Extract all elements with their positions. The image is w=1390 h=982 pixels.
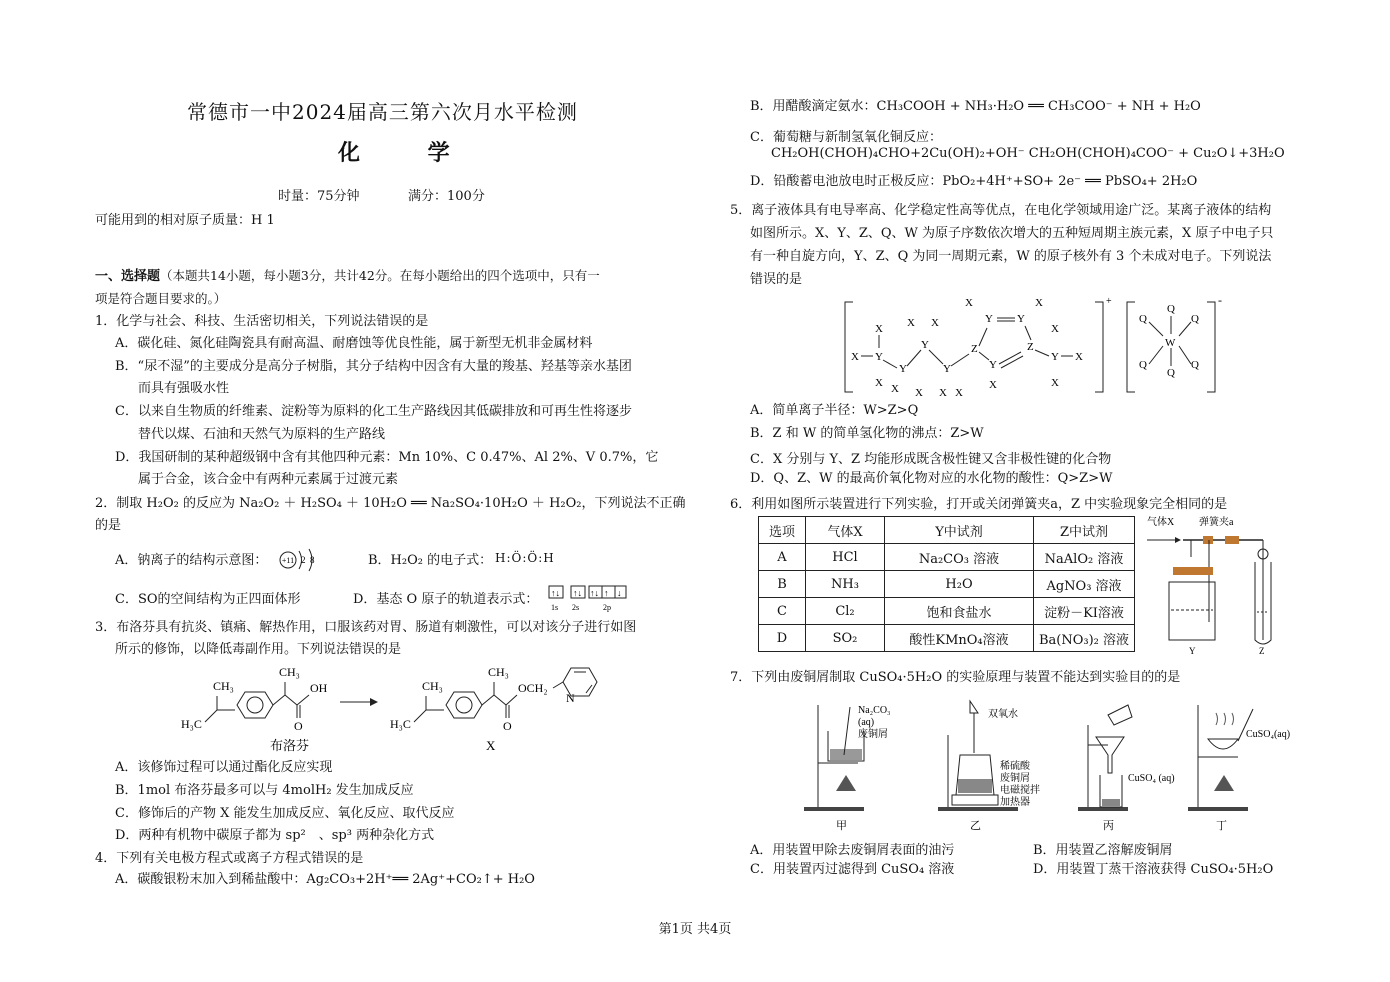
table-cell: A bbox=[759, 544, 806, 571]
q5-stem-4: 错误的是 bbox=[750, 272, 803, 287]
svg-text:Y: Y bbox=[989, 359, 997, 371]
section-note-2: 项是符合题目要求的。） bbox=[95, 291, 227, 306]
x-och2: OCH₂ bbox=[518, 681, 548, 695]
q4-option-c-equation: CH₂OH(CHOH)₄CHO+2Cu(OH)₂+OH⁻ CH₂OH(CHOH)₄COO⁻ + Cu₂O↓+3H₂O bbox=[771, 146, 1285, 161]
q4-option-b: B．用醋酸滴定氨水：CH₃COOH + NH₃·H₂O ══ CH₃COO⁻ + NH + H₂O bbox=[750, 99, 1201, 114]
h2o2-electron-formula: H:Ö:Ö:H bbox=[495, 551, 555, 565]
svg-text:Q: Q bbox=[1191, 359, 1199, 371]
table-cell: D bbox=[759, 625, 806, 652]
svg-text:Y: Y bbox=[943, 363, 951, 375]
svg-text:Y: Y bbox=[921, 339, 929, 351]
table-row bbox=[759, 598, 1135, 625]
table-cell: SO₂ bbox=[806, 625, 885, 652]
q3-option-c: C．修饰后的产物 X 能发生加成反应、氧化反应、取代反应 bbox=[115, 806, 455, 821]
cation-charge: + bbox=[1106, 296, 1112, 307]
ibuprofen-h3c: H₃C bbox=[181, 717, 202, 731]
q6-apparatus-diagram bbox=[1145, 512, 1295, 657]
table-cell: H₂O bbox=[885, 571, 1034, 598]
svg-text:X: X bbox=[965, 297, 973, 309]
svg-text:X: X bbox=[1035, 297, 1043, 309]
header-option: 选项 bbox=[759, 517, 806, 544]
q1-option-c-cont: 替代以煤、石油和天然气为原料的生产路线 bbox=[138, 427, 386, 442]
q1-option-c: C．以来自生物质的纤维素、淀粉等为原料的化工生产路线因其低碳排放和可再生性将逐步 bbox=[115, 404, 632, 419]
svg-text:X: X bbox=[939, 387, 947, 399]
anion-atoms bbox=[1139, 303, 1199, 379]
svg-text:X: X bbox=[955, 387, 963, 399]
svg-text:Z: Z bbox=[971, 343, 978, 355]
q6-stem: 6．利用如图所示装置进行下列实验，打开或关闭弹簧夹a，Z 中实验现象完全相同的是 bbox=[730, 497, 1228, 512]
header-y: Y中试剂 bbox=[885, 517, 1034, 544]
label-cuso4-aq2: CuSO₄(aq) bbox=[1246, 729, 1291, 740]
label-scrap2: 废铜屑 bbox=[1000, 773, 1030, 784]
svg-text:Y: Y bbox=[985, 313, 993, 325]
svg-text:W: W bbox=[1165, 337, 1176, 349]
svg-text:X: X bbox=[915, 387, 923, 399]
orbital-label-2p: 2p bbox=[603, 603, 611, 612]
svg-text:↑↓: ↑↓ bbox=[590, 588, 599, 598]
q1-stem: 1．化学与社会、科技、生活密切相关，下列说法错误的是 bbox=[95, 314, 429, 329]
table-cell: HCl bbox=[806, 544, 885, 571]
x-ch3-top: CH₃ bbox=[488, 665, 509, 679]
q4-option-d: D．铅酸蓄电池放电时正极反应：PbO₂+4H⁺+SO+ 2e⁻ ══ PbSO₄+ 2H₂O bbox=[750, 174, 1198, 189]
section-heading: 一、选择题 bbox=[95, 269, 161, 284]
svg-text:X: X bbox=[891, 383, 899, 395]
q3-option-d: D．两种有机物中碳原子都为 sp² 、sp³ 两种杂化方式 bbox=[115, 828, 435, 843]
ibuprofen-modification-scheme bbox=[175, 660, 615, 755]
section-heading-line bbox=[95, 268, 600, 285]
subject-title: 化 学 bbox=[338, 140, 480, 166]
bottle-y-label: Y bbox=[1189, 646, 1196, 656]
q5-option-c: C．X 分别与 Y、Z 均能形成既含极性键又含非极性键的化合物 bbox=[750, 452, 1112, 467]
svg-text:Q: Q bbox=[1167, 303, 1175, 315]
time-limit: 时量：75分钟 bbox=[278, 189, 360, 204]
q7-stem: 7．下列由废铜屑制取 CuSO₄·5H₂O 的实验原理与装置不能达到实验目的的是 bbox=[730, 670, 1181, 685]
q3-option-a: A．该修饰过程可以通过酯化反应实现 bbox=[115, 760, 333, 775]
tube-z-label: Z bbox=[1259, 646, 1265, 656]
svg-text:Z: Z bbox=[1027, 341, 1034, 353]
q2-option-c: C．SO的空间结构为正四面体形 bbox=[115, 592, 301, 607]
name-yi: 乙 bbox=[970, 820, 981, 832]
nucleus-label: +11 bbox=[281, 556, 295, 565]
ibuprofen-o: O bbox=[294, 719, 303, 733]
q6-table bbox=[758, 516, 1135, 652]
name-jia: 甲 bbox=[836, 820, 847, 832]
table-cell: 淀粉－KI溶液 bbox=[1034, 598, 1135, 625]
header-z: Z中试剂 bbox=[1034, 517, 1135, 544]
svg-text:X: X bbox=[851, 351, 859, 363]
ibuprofen-ch3-left: CH₃ bbox=[213, 679, 234, 693]
table-cell: Na₂CO₃ 溶液 bbox=[885, 544, 1034, 571]
section-note: （本题共14小题，每小题3分，共计42分。在每小题给出的四个选项中，只有一 bbox=[160, 268, 600, 283]
apparatus-bing bbox=[1078, 705, 1175, 832]
svg-text:X: X bbox=[989, 379, 997, 391]
q2-stem-cont: 的是 bbox=[95, 518, 122, 533]
table-row bbox=[759, 625, 1135, 652]
svg-text:X: X bbox=[875, 377, 883, 389]
oxygen-orbital-diagram bbox=[547, 584, 627, 614]
q5-stem: 5．离子液体具有电导率高、化学稳定性高等优点，在电化学领域用途广泛。某离子液体的结构 bbox=[730, 203, 1272, 218]
atomic-mass-note: 可能用到的相对原子质量：H 1 bbox=[95, 213, 275, 228]
label-acid: 稀硫酸 bbox=[1000, 761, 1030, 772]
table-row bbox=[759, 544, 1135, 571]
svg-text:↓: ↓ bbox=[617, 588, 622, 598]
svg-text:Q: Q bbox=[1191, 313, 1199, 325]
name-bing: 丙 bbox=[1103, 820, 1114, 832]
label-aq: (aq) bbox=[858, 717, 875, 728]
q2-option-a: A．钠离子的结构示意图： bbox=[115, 553, 268, 568]
sodium-ion-diagram bbox=[277, 545, 327, 575]
header-gas: 气体X bbox=[806, 517, 885, 544]
x-name: X bbox=[486, 738, 496, 753]
q7-option-d: D．用装置丁蒸干溶液获得 CuSO₄·5H₂O bbox=[1033, 862, 1274, 877]
x-ch3-left: CH₃ bbox=[422, 679, 443, 693]
exam-title: 常德市一中2024届高三第六次月水平检测 bbox=[187, 100, 578, 124]
shell-2-count: 8 bbox=[310, 555, 315, 565]
table-cell: 酸性KMnO₄溶液 bbox=[885, 625, 1034, 652]
q7-option-c: C．用装置丙过滤得到 CuSO₄ 溶液 bbox=[750, 862, 955, 877]
svg-text:Y: Y bbox=[1017, 313, 1025, 325]
shell-1-count: 2 bbox=[301, 555, 306, 565]
apparatus-jia bbox=[804, 705, 891, 832]
svg-text:Y: Y bbox=[899, 363, 907, 375]
svg-text:X: X bbox=[1075, 351, 1083, 363]
q4-option-a: A．碳酸银粉末加入到稀盐酸中：Ag₂CO₃+2H⁺══ 2Ag⁺+CO₂↑+ H₂O bbox=[115, 872, 535, 887]
q7-option-b: B．用装置乙溶解废铜屑 bbox=[1033, 843, 1173, 858]
svg-text:Y: Y bbox=[875, 351, 883, 363]
table-cell: NH₃ bbox=[806, 571, 885, 598]
ibuprofen-name: 布洛芬 bbox=[270, 738, 310, 753]
table-cell: B bbox=[759, 571, 806, 598]
q4-option-c: C．葡萄糖与新制氢氧化铜反应： bbox=[750, 130, 942, 145]
svg-text:X: X bbox=[1051, 323, 1059, 335]
label-na2co3: Na₂CO₃ bbox=[858, 705, 891, 716]
table-cell: NaAlO₂ 溶液 bbox=[1034, 544, 1135, 571]
q1-option-a: A．碳化硅、氮化硅陶瓷具有耐高温、耐磨蚀等优良性能，属于新型无机非金属材料 bbox=[115, 336, 593, 351]
q7-apparatus-diagrams bbox=[798, 695, 1298, 840]
q1-option-b: B．“尿不湿”的主要成分是高分子树脂，其分子结构中因含有大量的羧基、羟基等亲水基团 bbox=[115, 359, 632, 374]
anion-charge: - bbox=[1218, 293, 1222, 307]
q1-option-d: D．我国研制的某种超级钢中含有其他四种元素：Mn 10%、C 0.47%、Al 2%、V 0.7%，它 bbox=[115, 450, 659, 465]
q3-stem-cont: 所示的修饰，以降低毒副作用。下列说法错误的是 bbox=[115, 642, 402, 657]
svg-text:X: X bbox=[907, 317, 915, 329]
table-cell: AgNO₃ 溶液 bbox=[1034, 571, 1135, 598]
table-row bbox=[759, 571, 1135, 598]
q5-stem-2: 如图所示。X、Y、Z、Q、W 为原子序数依次增大的五种短周期主族元素，X 原子中电子只 bbox=[750, 226, 1274, 241]
page-footer: 第1页 共4页 bbox=[658, 922, 732, 937]
ionic-liquid-structure bbox=[835, 292, 1315, 402]
apparatus-yi bbox=[938, 701, 1040, 832]
q5-option-a: A．简单离子半径：W>Z>Q bbox=[750, 403, 919, 418]
q2-stem: 2．制取 H₂O₂ 的反应为 Na₂O₂ ＋ H₂SO₄ ＋ 10H₂O ══ Na₂SO₄·10H₂O ＋ H₂O₂，下列说法不正确 bbox=[95, 496, 686, 511]
q5-option-d: D．Q、Z、W 的最高价氧化物对应的水化物的酸性：Q>Z>W bbox=[750, 471, 1113, 486]
q2-option-b: B．H₂O₂ 的电子式： bbox=[368, 553, 493, 568]
table-cell: 饱和食盐水 bbox=[885, 598, 1034, 625]
q2-option-d: D．基态 O 原子的轨道表示式： bbox=[353, 592, 539, 607]
q1-option-b-cont: 而具有强吸水性 bbox=[138, 381, 230, 396]
svg-text:X: X bbox=[1051, 377, 1059, 389]
q3-stem: 3．布洛芬具有抗炎、镇痛、解热作用，口服该药对胃、肠道有刺激性，可以对该分子进行如图 bbox=[95, 620, 637, 635]
label-stirrer2: 加热器 bbox=[1000, 797, 1030, 808]
q7-option-a: A．用装置甲除去废铜屑表面的油污 bbox=[750, 843, 955, 858]
q5-option-b: B．Z 和 W 的简单氢化物的沸点：Z>W bbox=[750, 426, 984, 441]
q5-stem-3: 有一种自旋方向，Y、Z、Q 为同一周期元素，W 的原子核外有 3 个未成对电子。下列说法 bbox=[750, 249, 1272, 264]
label-h2o2: 双氧水 bbox=[988, 709, 1018, 720]
x-o: O bbox=[503, 719, 512, 733]
svg-text:Q: Q bbox=[1167, 367, 1175, 379]
x-pyridine-n: N bbox=[566, 691, 575, 705]
q1-option-d-cont: 属于合金，该合金中有两种元素属于过渡元素 bbox=[138, 472, 399, 487]
table-cell: Cl₂ bbox=[806, 598, 885, 625]
apparatus-ding bbox=[1188, 705, 1290, 832]
full-score: 满分：100分 bbox=[408, 189, 485, 204]
table-cell: C bbox=[759, 598, 806, 625]
table-cell: Ba(NO₃)₂ 溶液 bbox=[1034, 625, 1135, 652]
q4-stem: 4．下列有关电极方程式或离子方程式错误的是 bbox=[95, 851, 364, 866]
q3-option-b: B．1mol 布洛芬最多可以与 4molH₂ 发生加成反应 bbox=[115, 783, 414, 798]
name-ding: 丁 bbox=[1216, 820, 1227, 832]
svg-text:X: X bbox=[875, 323, 883, 335]
clamp-label: 弹簧夹a bbox=[1199, 517, 1234, 528]
label-stirrer1: 电磁搅拌 bbox=[1000, 785, 1040, 796]
svg-text:↑: ↑ bbox=[604, 588, 609, 598]
svg-text:↑↓: ↑↓ bbox=[551, 588, 560, 598]
table-header-row bbox=[759, 517, 1135, 544]
orbital-label-2s: 2s bbox=[572, 603, 580, 612]
ibuprofen-ch3-top: CH₃ bbox=[279, 665, 300, 679]
svg-text:Q: Q bbox=[1139, 313, 1147, 325]
svg-text:Q: Q bbox=[1139, 359, 1147, 371]
svg-text:↑↓: ↑↓ bbox=[573, 588, 582, 598]
orbital-label-1s: 1s bbox=[551, 603, 559, 612]
label-scrap: 废铜屑 bbox=[858, 729, 888, 740]
svg-text:Y: Y bbox=[1051, 351, 1059, 363]
gas-x-label: 气体X bbox=[1147, 517, 1175, 528]
svg-text:X: X bbox=[931, 317, 939, 329]
cation-atoms bbox=[851, 297, 1083, 399]
ibuprofen-oh: OH bbox=[310, 681, 328, 695]
x-h3c: H₃C bbox=[390, 717, 411, 731]
label-cuso4-aq: CuSO₄ (aq) bbox=[1128, 773, 1175, 784]
